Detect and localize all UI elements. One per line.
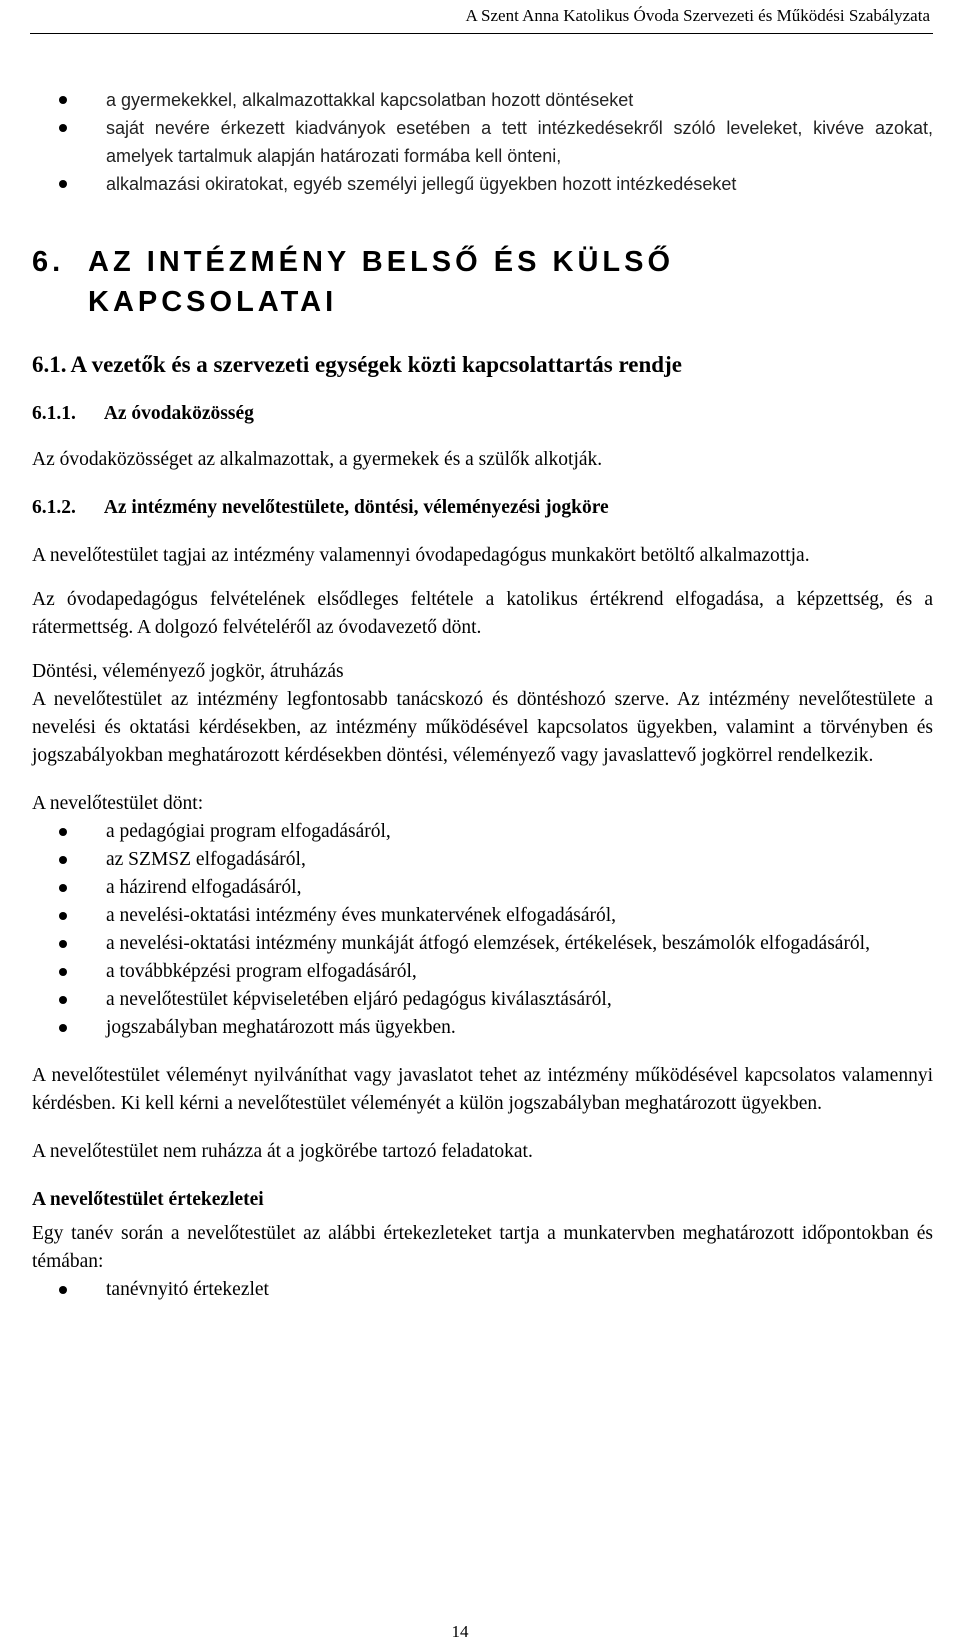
list-item: a házirend elfogadásáról,	[32, 874, 933, 902]
section-title: AZ INTÉZMÉNY BELSŐ ÉS KÜLSŐ KAPCSOLATAI	[88, 246, 675, 318]
section-title: Az intézmény nevelőtestülete, döntési, véleményezési jogköre	[103, 497, 609, 518]
list-item: a gyermekekkel, alkalmazottakkal kapcsolatban hozott döntéseket	[32, 86, 933, 114]
list-item: a nevelőtestület képviseletében eljáró pedagógus kiválasztásáról,	[32, 986, 933, 1014]
page-number: 14	[451, 1622, 469, 1641]
list-item: a nevelési-oktatási intézmény munkáját átfogó elemzések, értékelések, beszámolók elfogadásáról,	[32, 930, 933, 958]
running-header: A Szent Anna Katolikus Óvoda Szervezeti és Működési Szabályzata	[465, 6, 930, 25]
list-item: az SZMSZ elfogadásáról,	[32, 846, 933, 874]
paragraph: Az óvodaközösséget az alkalmazottak, a gyermekek és a szülők alkotják.	[32, 449, 603, 470]
section-title: Az óvodaközösség	[103, 403, 254, 424]
paragraph: Egy tanév során a nevelőtestület az alábbi értekezleteket tartja a munkatervben meghatározott időpontokban és témában:	[32, 1223, 933, 1272]
section-title: A vezetők és a szervezeti egységek közti kapcsolattartás rendje	[70, 352, 682, 377]
document-body	[32, 86, 933, 1304]
meetings-bullet-list	[32, 1276, 933, 1304]
subheading: Döntési, véleményező jogkör, átruházás	[32, 661, 344, 682]
header-rule	[30, 33, 933, 34]
section-6-1-heading	[32, 350, 933, 380]
section-number: 6.1.2.	[32, 497, 76, 518]
section-number: 6.1.	[32, 352, 67, 377]
list-item: a nevelési-oktatási intézmény éves munkatervének elfogadásáról,	[32, 902, 933, 930]
paragraph: A nevelőtestület tagjai az intézmény valamennyi óvodapedagógus munkakört betöltő alkalmazottja.	[32, 545, 810, 566]
top-bullet-list	[32, 86, 933, 198]
section-6-1-1-heading	[32, 400, 933, 428]
paragraph: A nevelőtestület nem ruházza át a jogkörébe tartozó feladatokat.	[32, 1141, 533, 1162]
paragraph: A nevelőtestület az intézmény legfontosabb tanácskozó és döntéshozó szerve. Az intézmény nevelőtestülete a nevelési és oktatási kérdésekben, az intézmény működésével kapcsolatos ügyekben, valamint a törvényben és jogszabályokban meghatározott kérdésekben döntési, véleményező vagy javaslattevő jogkörrel rendelkezik.	[32, 689, 933, 766]
list-item: saját nevére érkezett kiadványok esetében a tett intézkedésekről szóló leveleket, kivéve azokat, amelyek tartalmuk alapján határozati formába kell önteni,	[32, 114, 933, 170]
list-item: a pedagógiai program elfogadásáról,	[32, 818, 933, 846]
paragraph: A nevelőtestület véleményt nyilváníthat vagy javaslatot tehet az intézmény működésével kapcsolatos valamennyi kérdésben. Ki kell kérni a nevelőtestület véleményét a külön jogszabályban meghatározott ügyekben.	[32, 1065, 933, 1114]
section-number: 6.1.1.	[32, 403, 76, 424]
list-item: jogszabályban meghatározott más ügyekben.	[32, 1014, 933, 1042]
section-6-heading	[32, 242, 933, 322]
list-item: tanévnyitó értekezlet	[32, 1276, 933, 1304]
section-6-1-2-heading	[32, 494, 933, 522]
list-item: alkalmazási okiratokat, egyéb személyi jellegű ügyekben hozott intézkedéseket	[32, 170, 933, 198]
section-number: 6.	[32, 246, 65, 278]
list-intro: A nevelőtestület dönt:	[32, 793, 204, 814]
list-item: a továbbképzési program elfogadásáról,	[32, 958, 933, 986]
meetings-heading: A nevelőtestület értekezletei	[32, 1189, 264, 1210]
paragraph: Az óvodapedagógus felvételének elsődleges feltétele a katolikus értékrend elfogadása, a képzettség, és a rátermettség. A dolgozó felvételéről az óvodavezető dönt.	[32, 589, 933, 638]
decides-bullet-list	[32, 818, 933, 1042]
